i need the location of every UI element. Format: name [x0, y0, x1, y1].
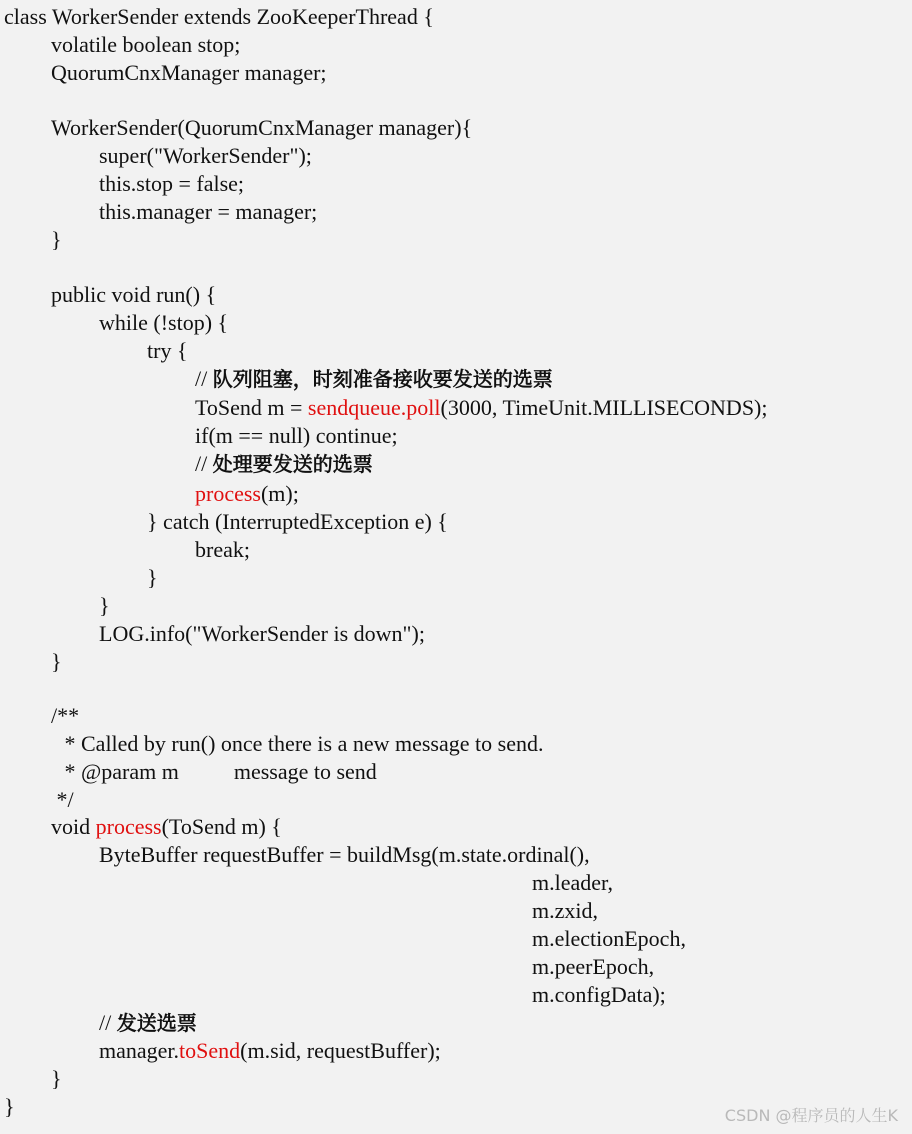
- code-token: } catch (InterruptedException e) {: [147, 509, 448, 534]
- code-line: [51, 31, 240, 59]
- code-token: (m);: [260, 481, 299, 506]
- code-line: [195, 422, 398, 450]
- code-token: */: [51, 787, 74, 812]
- code-line: [4, 1093, 15, 1121]
- code-token: * @param m message to send: [59, 759, 377, 784]
- highlighted-identifier: sendqueue.poll: [307, 395, 441, 420]
- code-token: public void run() {: [51, 282, 217, 307]
- code-token: /**: [51, 703, 80, 728]
- code-line: [99, 309, 228, 337]
- code-token: manager.: [99, 1038, 180, 1063]
- code-token: QuorumCnxManager manager;: [51, 60, 327, 85]
- code-token: m.zxid,: [532, 898, 598, 923]
- code-token: this.manager = manager;: [99, 199, 318, 224]
- code-line: [51, 281, 216, 309]
- code-token: }: [51, 1066, 62, 1091]
- code-token: ToSend m =: [195, 395, 308, 420]
- code-line: [195, 450, 373, 478]
- code-token: class WorkerSender extends ZooKeeperThread {: [4, 4, 434, 29]
- code-token: this.stop = false;: [99, 171, 245, 196]
- code-token: while (!stop) {: [99, 310, 229, 335]
- code-token: }: [51, 649, 62, 674]
- code-line: [51, 648, 62, 676]
- highlighted-identifier: toSend: [179, 1038, 241, 1063]
- csdn-watermark: CSDN @程序员的人生K: [724, 1106, 898, 1125]
- highlighted-identifier: process: [95, 814, 162, 839]
- code-line: [51, 226, 62, 254]
- code-token: WorkerSender(QuorumCnxManager manager){: [51, 115, 473, 140]
- code-token: m.peerEpoch,: [532, 954, 655, 979]
- code-token: }: [51, 227, 62, 252]
- code-line: [99, 1037, 441, 1065]
- code-token: //: [195, 366, 213, 391]
- code-line: [195, 365, 553, 393]
- code-line: [51, 1065, 62, 1093]
- code-token: }: [147, 565, 158, 590]
- code-token: if(m == null) continue;: [195, 423, 398, 448]
- code-token: }: [4, 1094, 15, 1119]
- code-line: [532, 953, 654, 981]
- code-line: [99, 170, 244, 198]
- code-token: (m.sid, requestBuffer);: [240, 1038, 441, 1063]
- code-token: LOG.info("WorkerSender is down");: [99, 621, 425, 646]
- code-token: m.electionEpoch,: [532, 926, 686, 951]
- code-token: //: [195, 451, 213, 476]
- code-line: [99, 592, 110, 620]
- code-token: //: [99, 1010, 117, 1035]
- code-line: [195, 536, 250, 564]
- code-token: volatile boolean stop;: [51, 32, 241, 57]
- code-line: [195, 480, 299, 508]
- code-line: [532, 897, 598, 925]
- code-line: [59, 758, 377, 786]
- code-line: [51, 702, 79, 730]
- code-token: (3000, TimeUnit.MILLISECONDS);: [440, 395, 768, 420]
- code-token: * Called by run() once there is a new message to send.: [59, 731, 544, 756]
- code-line: [147, 564, 158, 592]
- code-token: try {: [147, 338, 188, 363]
- highlighted-identifier: process: [195, 481, 261, 506]
- code-line: [99, 841, 590, 869]
- code-token: void: [51, 814, 96, 839]
- code-line: [99, 142, 312, 170]
- code-line: [532, 981, 666, 1009]
- code-token: super("WorkerSender");: [99, 143, 312, 168]
- code-line: [51, 786, 74, 814]
- chinese-comment-text: 发送选票: [116, 1011, 197, 1035]
- chinese-comment-text: 处理要发送的选票: [212, 452, 373, 476]
- code-token: m.leader,: [532, 870, 613, 895]
- code-line: [532, 925, 686, 953]
- code-line: [147, 337, 188, 365]
- code-line: [99, 198, 317, 226]
- code-token: }: [99, 593, 110, 618]
- code-line: [147, 508, 448, 536]
- chinese-comment-text: 队列阻塞，时刻准备接收要发送的选票: [212, 367, 553, 391]
- code-line: [532, 869, 613, 897]
- code-token: ByteBuffer requestBuffer = buildMsg(m.state.ordinal(),: [99, 842, 590, 867]
- code-token: break;: [195, 537, 250, 562]
- code-line: [99, 1009, 197, 1037]
- code-token: m.configData);: [532, 982, 666, 1007]
- code-line: [195, 394, 768, 422]
- code-line: [59, 730, 543, 758]
- code-line: [51, 813, 282, 841]
- code-line: [51, 59, 327, 87]
- code-line: [4, 3, 434, 31]
- code-line: [51, 114, 472, 142]
- code-token: (ToSend m) {: [161, 814, 282, 839]
- code-line: [99, 620, 425, 648]
